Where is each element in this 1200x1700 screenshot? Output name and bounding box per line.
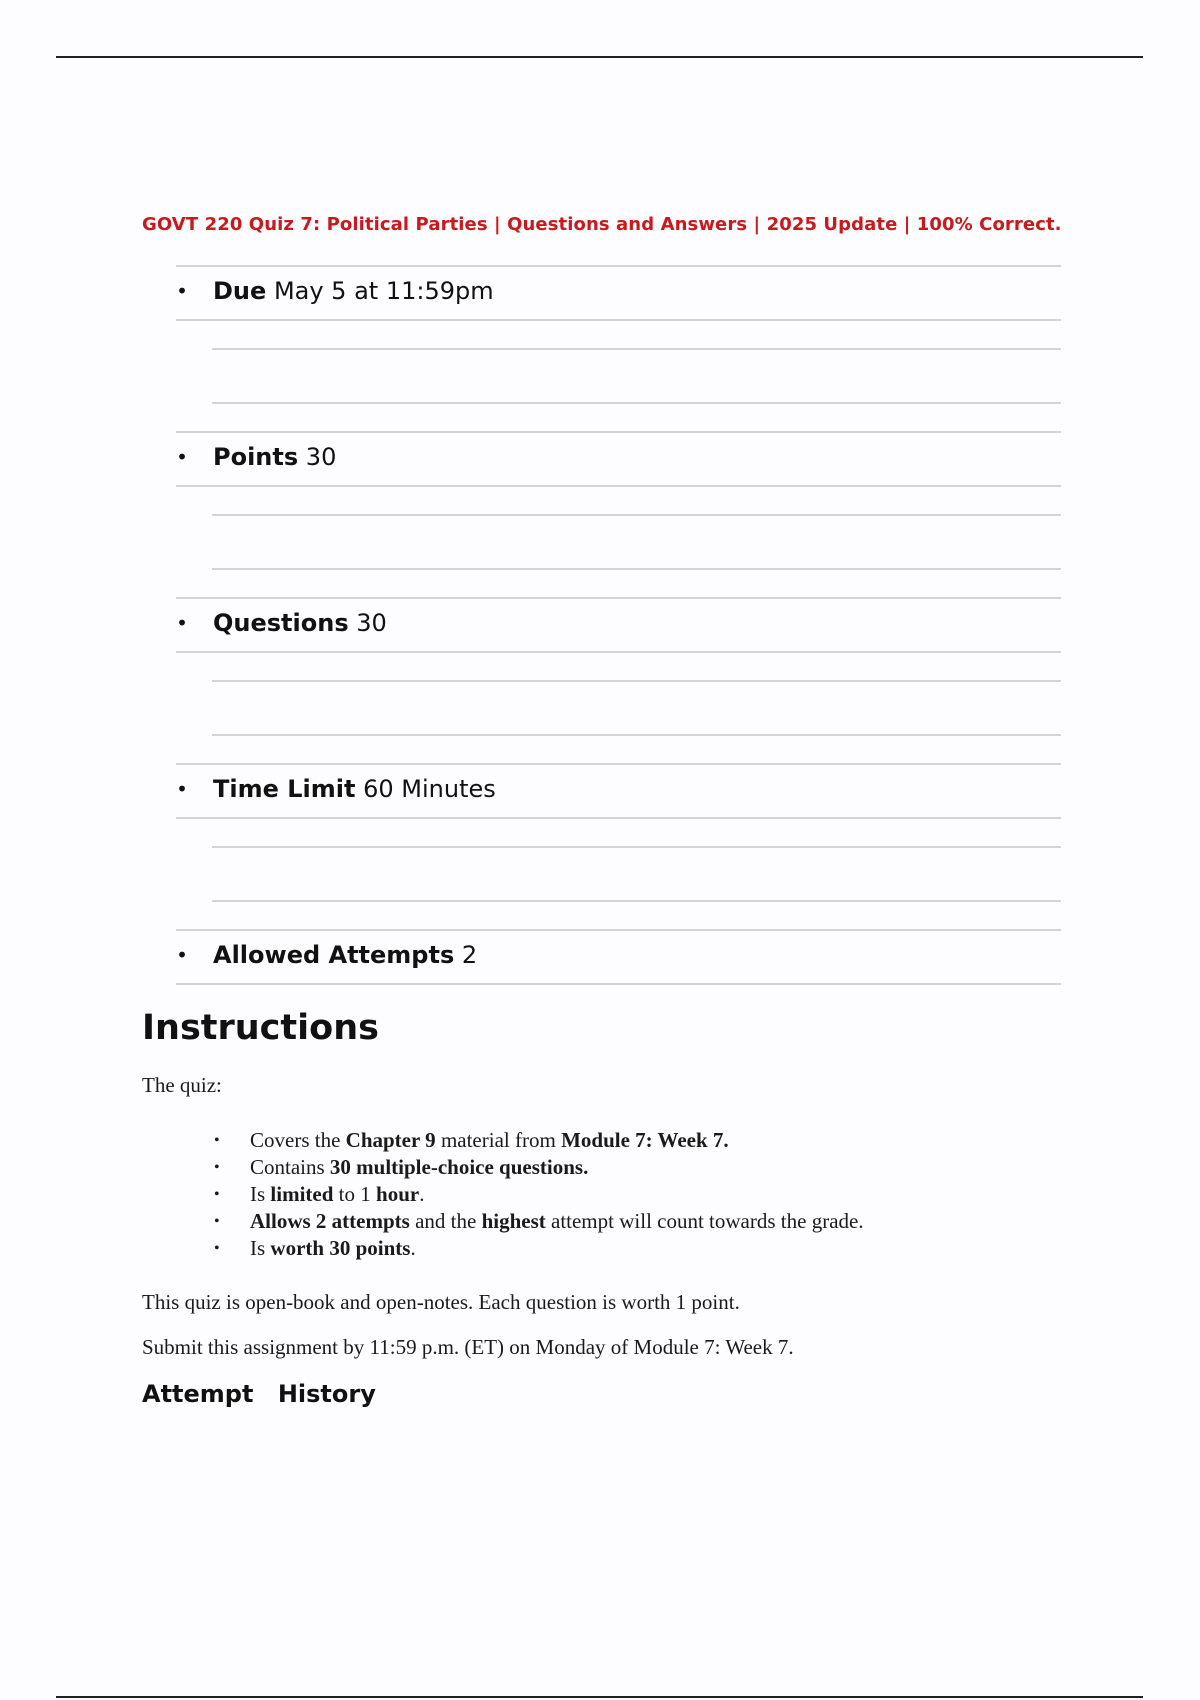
detail-time-limit [176,763,1061,929]
detail-label: Due [213,277,267,305]
detail-value: May 5 at 11:59pm [273,277,494,305]
instruction-text: and the [409,1209,482,1233]
detail-value: 60 Minutes [363,775,496,803]
detail-allowed-attempts [176,929,1061,985]
bullet-icon: • [214,1186,220,1203]
divider [176,597,1061,599]
detail-text [213,941,477,969]
instruction-text: Is [250,1182,271,1206]
divider [176,265,1061,267]
bullet-icon: • [176,777,188,801]
bullet-icon: • [214,1132,220,1149]
divider [212,900,1061,902]
instruction-emphasis: worth 30 points [270,1236,411,1260]
instruction-emphasis: highest [481,1209,546,1233]
detail-text [213,443,336,471]
divider [212,568,1061,570]
divider [176,431,1061,433]
instruction-text: Covers the [250,1128,346,1152]
bullet-icon: • [176,279,188,303]
divider [176,319,1061,321]
instruction-text: Contains [250,1155,330,1179]
detail-points [176,431,1061,597]
detail-text [213,277,494,305]
detail-text [213,609,387,637]
instruction-text: material from [435,1128,562,1152]
instruction-emphasis: Allows 2 attempts [250,1209,410,1233]
instruction-emphasis: Module 7: Week 7. [561,1128,729,1152]
divider [176,983,1061,985]
detail-value: 30 [305,443,337,471]
bottom-rule [56,1696,1143,1698]
detail-questions [176,597,1061,763]
top-rule [56,56,1143,58]
instruction-emphasis: limited [270,1182,334,1206]
instructions-paragraph: This quiz is open-book and open-notes. Each question is worth 1 point. [142,1290,740,1314]
instruction-item [212,1181,864,1208]
document-title: GOVT 220 Quiz 7: Political Parties | Questions and Answers | 2025 Update | 100% Correct. [142,214,1062,235]
instruction-text: attempt will count towards the grade. [545,1209,864,1233]
instruction-emphasis: 30 multiple-choice questions. [329,1155,589,1179]
bullet-icon: • [214,1159,220,1176]
bullet-icon: • [214,1213,220,1230]
divider [176,763,1061,765]
instruction-text: . [410,1236,416,1260]
detail-text [213,775,496,803]
bullet-icon: • [214,1240,220,1257]
attempt-history-heading: Attempt History [142,1380,376,1408]
detail-label: Questions [213,609,349,637]
divider [176,817,1061,819]
submission-paragraph: Submit this assignment by 11:59 p.m. (ET) on Monday of Module 7: Week 7. [142,1335,794,1359]
detail-label: Time Limit [213,775,356,803]
instruction-item [212,1154,864,1181]
instructions-intro: The quiz: [142,1073,222,1097]
instruction-text: . [419,1182,425,1206]
divider [212,734,1061,736]
instruction-item [212,1208,864,1235]
instruction-emphasis: hour [376,1182,420,1206]
quiz-details-list [176,265,1061,985]
instruction-text: to 1 [333,1182,377,1206]
bullet-icon: • [176,611,188,635]
detail-label: Allowed Attempts [213,941,455,969]
divider [176,485,1061,487]
instruction-item [212,1235,864,1262]
divider [176,651,1061,653]
instruction-emphasis: Chapter 9 [345,1128,436,1152]
detail-value: 30 [356,609,387,637]
instruction-text: Is [250,1236,271,1260]
instructions-list [212,1127,864,1262]
divider [212,348,1061,350]
divider [212,680,1061,682]
detail-value: 2 [461,941,478,969]
instructions-heading: Instructions [142,1008,379,1048]
divider [212,402,1061,404]
bullet-icon: • [176,943,188,967]
bullet-icon: • [176,445,188,469]
divider [212,846,1061,848]
divider [176,929,1061,931]
divider [212,514,1061,516]
instruction-item [212,1127,864,1154]
detail-due [176,265,1061,431]
detail-label: Points [213,443,299,471]
